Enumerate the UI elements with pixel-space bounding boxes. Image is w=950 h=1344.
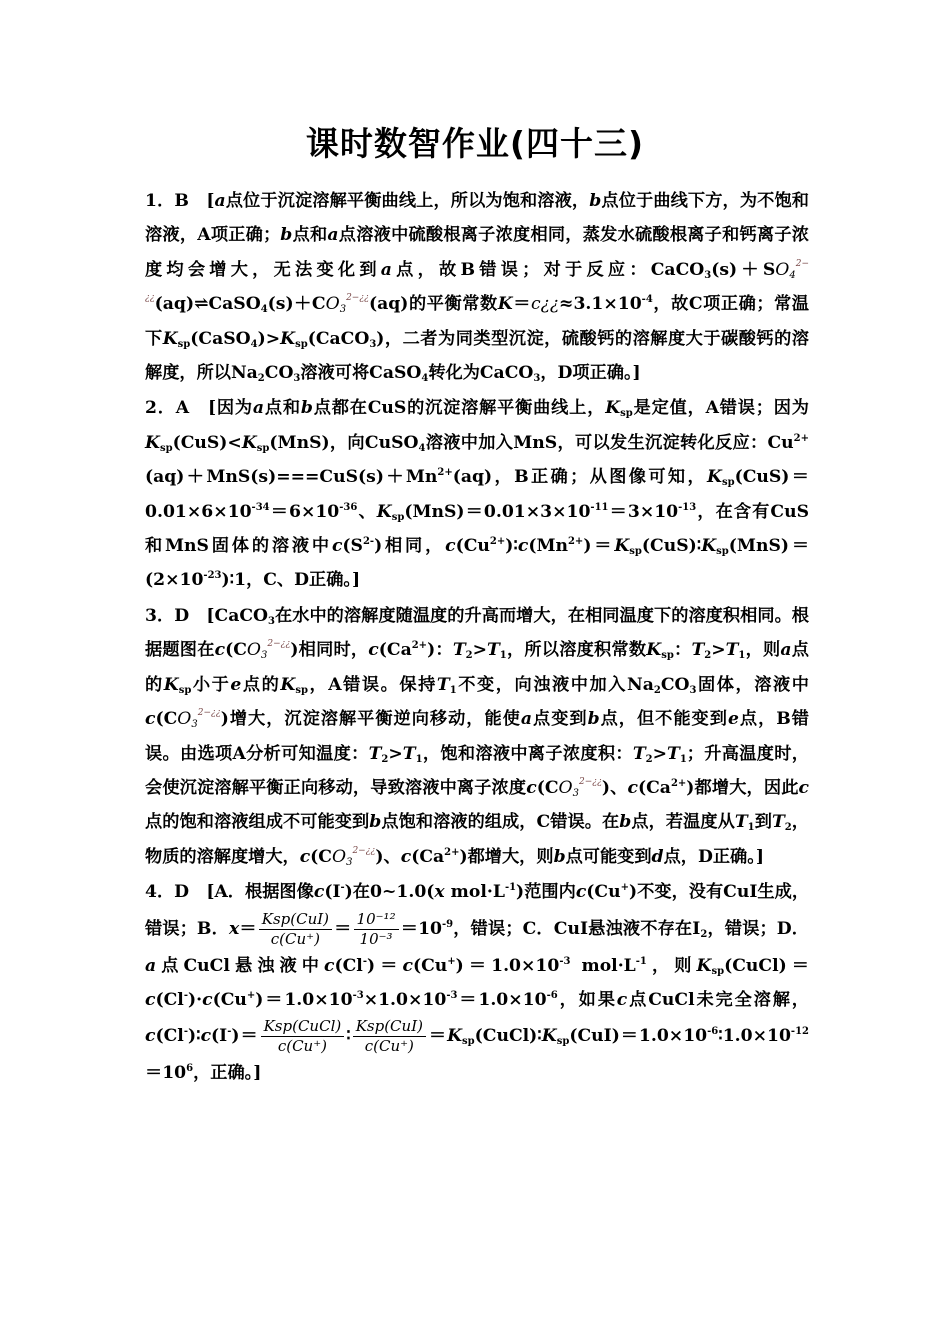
fraction-1e12-over-1e3: $\frac{\text{10⁻¹²}}{\text{10⁻³}}$ xyxy=(354,910,399,949)
fraction-ksp-cucl-over-ccu: $\frac{\text{Ksp(CuCl)}}{c(Cu^+)}$ xyxy=(261,1017,345,1056)
answer-item-3: 3．D [CaCO$_3$在水中的溶解度随温度的升高而增大，在相同温度下的溶度积相同。根据题图在$c(CO_3^{2-¿¿})$相同时，$c(Ca^{2+})$：$T_2>T_1$，所以溶度积常数$K_{sp}$：$T_2>T_1$，则a点的$K_{sp}$小于e点的$K_{sp}$，A错误。保持$T_1$不变，向浊液中加入$Na_2CO_3$固体，溶液中$c(CO_3^{2-¿¿})$增大，沉淀溶解平衡逆向移动，能使a点变到b点，但不能变到e点，B错误。由选项A分析可知温度：$T_2>T_1$，饱和溶液中离子浓度积：$T_2>T_1$；升高温度时，会使沉淀溶解平衡正向移动，导致溶液中离子浓度$c(CO_3^{2-¿¿})$、$c(Ca^{2+})$都增大，因此c点的饱和溶液组成不可能变到b点饱和溶液的组成，C错误。在b点，若温度从$T_1$到$T_2$，物质的溶解度增大，$c(CO_3^{2-¿¿})$、$c(Ca^{2+})$都增大，则b点可能变到d点，D正确。] xyxy=(145,605,809,868)
fraction-ksp-cui-over-ccu-2: $\frac{\text{Ksp(CuI)}}{c(Cu^+)}$ xyxy=(353,1017,426,1056)
fraction-ksp-cui-over-ccu: $\frac{\text{Ksp(CuI)}}{c(Cu^+)}$ xyxy=(259,910,332,949)
answer-item-2: 2．A [因为a点和b点都在CuS的沉淀溶解平衡曲线上，$K_{sp}$是定值，A错误；因为$K_{sp}(CuS)<K_{sp}(MnS)$，向CuSO$_4$溶液中加入MnS，可以发生沉淀转化反应：$Cu^{2+}(aq)+MnS(s)===CuS(s)+Mn^{2+}(aq)$，B正确；从图像可知，$K_{sp}(CuS)=0.01\times 6\times 10^{-34}=6\times 10^{-36}$、$K_{sp}(MnS)=0.01\times 3\times 10^{-11}=3\times 10^{-13}$，在含有CuS和MnS固体的溶液中$c(S^{2-})$相同，$c(Cu^{2+})∶c(Mn^{2+})=K_{sp}(CuS)∶K_{sp}(MnS)=(2\times 10^{-23})∶1$，C、D正确。] xyxy=(145,398,810,591)
page-title: 课时数智作业(四十三) xyxy=(305,124,645,163)
answer-item-1: 1．B [a点位于沉淀溶解平衡曲线上，所以为饱和溶液，b点位于曲线下方，为不饱和溶液，A项正确；b点和a点溶液中硫酸根离子浓度相同，蒸发水硫酸根离子和钙离子浓度均会增大，无法变化到a点，故B错误；对于反应：$CaCO_3(s)+SO_4^{2-¿¿}(aq)\rightleftharpoons CaSO_4(s)+CO_3^{2-¿¿}(aq)$的平衡常数$K=c¿¿\approx 3.1\times 10^{-4}$，故C项正确；常温下$K_{sp}(CaSO_4)>K_{sp}(CaCO_3)$，二者为同类型沉淀，硫酸钙的溶解度大于碳酸钙的溶解度，所以$Na_2CO_3$溶液可将CaSO$_4$转化为CaCO$_3$，D项正确。] xyxy=(145,191,809,385)
answer-content xyxy=(145,184,809,1092)
answer-item-4: 4．D [A．根据图像c(I-)在0~1.0(x $mol\cdot L^{-1}$)范围内c(Cu+)不变，没有CuI生成，错误；B．x＝ $\frac{\text{Ksp(CuI)}}{c(Cu^+)}$ ＝ $\frac{\text{10⁻¹²}}{\text{10⁻³}}$ $=10^{-9}$，错误；C．CuI悬浊液不存在$I_2$，错误；D．a点CuCl悬浊液中$c(Cl^-)=c(Cu^+)=1.0\times 10^{-3}$ $mol\cdot L^{-1}$，则$K_{sp}(CuCl)=c(Cl^-)\cdot c(Cu^+)=1.0\times 10^{-3}\times 1.0\times 10^{-3}=1.0\times 10^{-6}$，如果c点CuCl未完全溶解，c(Cl-)∶c(I-)＝ $\frac{\text{Ksp(CuCl)}}{c(Cu^+)}$ ∶ $\frac{\text{Ksp(CuI)}}{c(Cu^+)}$ $=K_{sp}(CuCl)∶K_{sp}(CuI)=1.0\times 10^{-6}∶1.0\times 10^{-12}=10^6$，正确。] xyxy=(145,882,810,1084)
